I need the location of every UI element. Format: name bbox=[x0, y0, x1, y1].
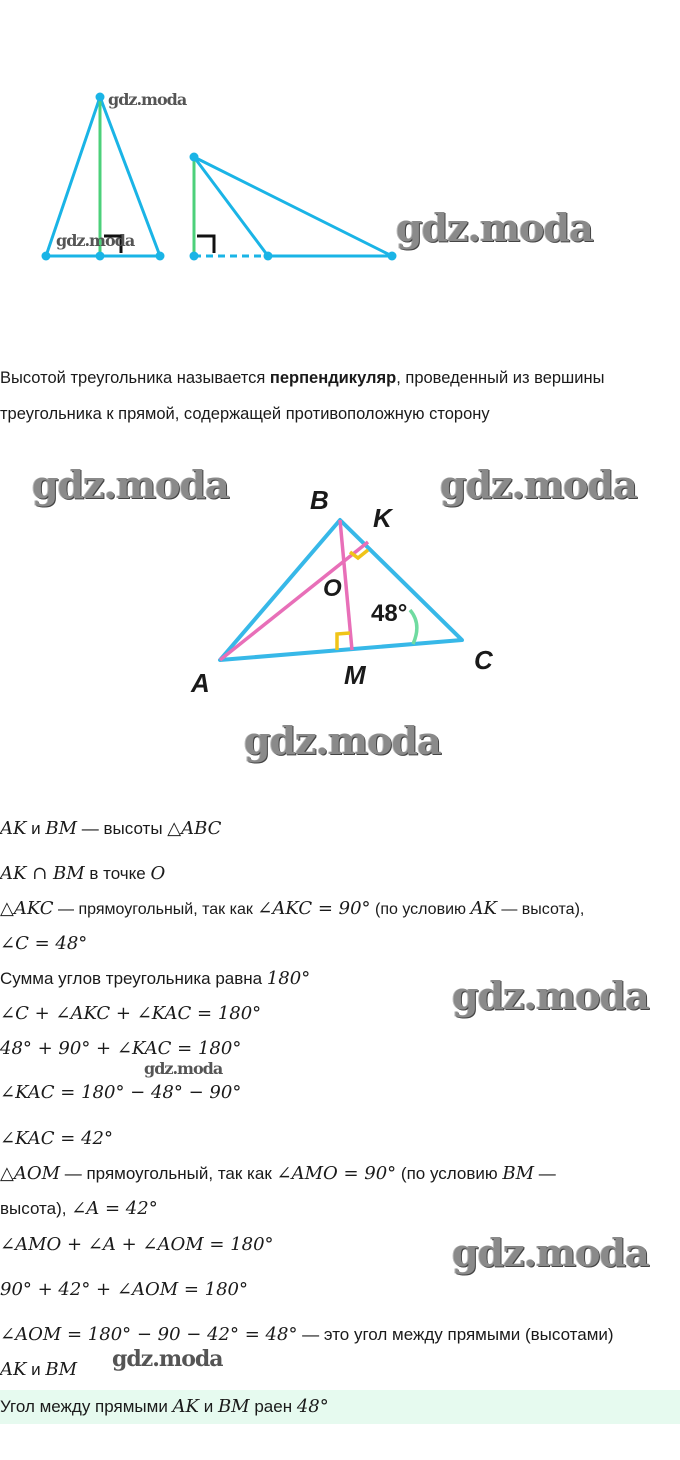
solution-line-9: ∠KAC = 42° bbox=[0, 1128, 114, 1149]
watermark: gdz.moda bbox=[244, 718, 441, 763]
solution-line-1: AK и BM — высоты △ABC bbox=[0, 818, 222, 839]
solution-line-2: AK ∩ BM в точке O bbox=[0, 863, 166, 884]
watermark: gdz.moda bbox=[56, 231, 135, 250]
solution-line-3: △AKC — прямоугольный, так как ∠AKC = 90° (по условию AK — высота), bbox=[0, 898, 585, 919]
point-label-k: K bbox=[373, 503, 392, 533]
solution-line-12: ∠AMO + ∠A + ∠AOM = 180° bbox=[0, 1234, 274, 1255]
right-angle-mark-right bbox=[197, 236, 214, 253]
solution-line-10: △AOM — прямоугольный, так как ∠AMO = 90° (по условию BM — bbox=[0, 1163, 556, 1184]
point-label-o: O bbox=[323, 575, 342, 602]
watermark: gdz.moda bbox=[452, 973, 649, 1018]
watermark: gdz.moda bbox=[32, 462, 229, 507]
solution-line-5: Сумма углов треугольника равна 180° bbox=[0, 968, 311, 989]
solution-line-8: ∠KAC = 180° − 48° − 90° bbox=[0, 1082, 242, 1103]
angle-c-label: 48° bbox=[371, 600, 408, 627]
answer-box bbox=[0, 1390, 680, 1424]
definition-paragraph: Высотой треугольника называется перпендикуляр, проведенный из вершины треугольника к прямой, содержащей противоположную сторону bbox=[0, 369, 605, 423]
angle-c-arc bbox=[410, 610, 417, 644]
solution-line-14: ∠AOM = 180° − 90 − 42° = 48° — это угол между прямыми (высотами) bbox=[0, 1324, 614, 1345]
watermark: gdz.moda bbox=[144, 1059, 223, 1078]
vertex-label-a: A bbox=[191, 668, 210, 698]
watermark: gdz.moda bbox=[440, 462, 637, 507]
solution-line-4: ∠C = 48° bbox=[0, 933, 88, 954]
solution-line-15: AK и BM bbox=[0, 1359, 78, 1380]
heights-figure bbox=[0, 80, 680, 280]
definition-bold-term: перпендикуляр bbox=[269, 369, 397, 387]
answer-text: Угол между прямыми AK и BM раен 48° bbox=[0, 1396, 329, 1417]
watermark: gdz.moda bbox=[452, 1230, 649, 1275]
solution-line-13: 90° + 42° + ∠AOM = 180° bbox=[0, 1279, 249, 1300]
solution-line-7: 48° + 90° + ∠KAC = 180° bbox=[0, 1038, 242, 1059]
vertex-label-b: B bbox=[310, 485, 329, 515]
vertex-label-c: C bbox=[474, 645, 493, 675]
solution-line-11: высота), ∠A = 42° bbox=[0, 1198, 158, 1219]
watermark: gdz.moda bbox=[112, 1346, 223, 1372]
watermark: gdz.moda bbox=[108, 90, 187, 109]
point-label-m: M bbox=[344, 660, 366, 690]
solution-line-6: ∠C + ∠AKC + ∠KAC = 180° bbox=[0, 1003, 262, 1024]
watermark: gdz.moda bbox=[396, 205, 593, 250]
